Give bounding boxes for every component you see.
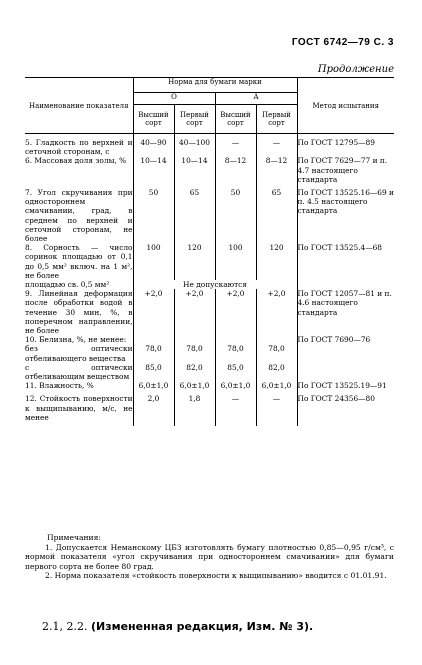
cell-value: 85,0 xyxy=(133,363,174,381)
cell-value: — xyxy=(215,138,256,156)
note-2: 2. Норма показателя «стойкость поверхности к выщипыванию» вводится с 01.01.91. xyxy=(45,571,387,581)
cell-value: — xyxy=(256,394,297,422)
cell-value: +2,0 xyxy=(215,289,256,335)
amendment-line xyxy=(42,620,313,633)
row-name: площадью св. 0,5 мм² xyxy=(25,280,133,289)
table-row xyxy=(25,335,394,344)
table-row xyxy=(25,344,394,362)
row-name: 12. Стойкость поверхности к выщипыванию, м/с, не менее xyxy=(25,394,133,422)
cell-value: 8—12 xyxy=(215,156,256,184)
row-name: с оптически отбеливающим веществом xyxy=(25,362,133,382)
cell-value: 100 xyxy=(133,243,174,280)
row-name: без оптически отбеливающего вещества xyxy=(25,344,133,363)
row-name: 5. Гладкость по верхней и сеточной сторонам, с xyxy=(25,138,133,157)
cell-value: — xyxy=(256,138,297,156)
table-row xyxy=(25,188,394,243)
row-name: 6. Массовая доля золы, % xyxy=(25,156,133,184)
cell-value: +2,0 xyxy=(133,289,174,335)
table-row xyxy=(25,243,394,280)
cell-value: 50 xyxy=(133,188,174,243)
row-method: По ГОСТ 13525.19—91 xyxy=(297,381,387,391)
cell-value: 100 xyxy=(215,243,256,280)
cell-value: 10—14 xyxy=(133,156,174,184)
notes-title: Примечания: xyxy=(47,533,101,542)
col-name-header: Наименование показателя xyxy=(25,78,133,134)
table-row xyxy=(25,138,394,156)
cell-value xyxy=(133,335,174,344)
row-name: 11. Влажность, % xyxy=(25,381,133,390)
amendment-ref: 2.1, 2.2. xyxy=(42,620,88,633)
norms-table xyxy=(25,78,394,426)
col-norma-header: Норма для бумаги марки xyxy=(133,78,297,93)
cell-value: 65 xyxy=(174,188,215,243)
row-method xyxy=(297,363,394,381)
cell-value: 10—14 xyxy=(174,156,215,184)
cell-value: 82,0 xyxy=(256,363,297,381)
continuation-label: Продолжение xyxy=(317,64,394,75)
cell-value: +2,0 xyxy=(174,289,215,335)
cell-value: 120 xyxy=(256,243,297,280)
row-name: 8. Сорность — число соринок площадью от 0,1 до 0,5 мм² включ. на 1 м², не более xyxy=(25,243,133,280)
table-row xyxy=(25,394,394,422)
cell-value: 6,0±1,0 xyxy=(174,381,215,390)
grade-first-header: Первый сорт xyxy=(174,105,215,134)
table-row xyxy=(25,280,394,289)
grade-high-header: Высший сорт xyxy=(215,105,256,134)
cell-value: 8—12 xyxy=(256,156,297,184)
cell-value: 50 xyxy=(215,188,256,243)
cell-value xyxy=(174,335,215,344)
cell-value: 85,0 xyxy=(215,363,256,381)
cell-value: +2,0 xyxy=(256,289,297,335)
cell-value: 65 xyxy=(256,188,297,243)
notes-block xyxy=(25,533,394,581)
mark-o-header: О xyxy=(133,93,215,105)
cell-value: 120 xyxy=(174,243,215,280)
cell-value: 40—90 xyxy=(133,138,174,156)
cell-value: 2,0 xyxy=(133,394,174,422)
row-name: 10. Белизна, %, не менее: xyxy=(25,335,133,344)
row-method xyxy=(297,280,394,289)
table-row xyxy=(25,156,394,184)
cell-value: 78,0 xyxy=(174,344,215,362)
row-method: По ГОСТ 7629—77 и п. 4.7 настоящего стандарта xyxy=(297,156,388,184)
mark-a-header: А xyxy=(215,93,297,105)
row-method xyxy=(297,344,394,362)
row-method: По ГОСТ 12057—81 и п. 4.6 настоящего стандарта xyxy=(297,289,392,317)
cell-value: 78,0 xyxy=(256,344,297,362)
row-method: По ГОСТ 13525.16—69 и п. 4.5 настоящего стандарта xyxy=(297,188,394,216)
note-1: 1. Допускается Неманскому ЦБЗ изготовлять бумагу плотностью 0,85—0,95 г/см³, с нормой показателя «угол скручивания при одностороннем смачивании» для бумаги первого сорта не более 80 град. xyxy=(25,542,394,571)
cell-value: 6,0±1,0 xyxy=(215,381,256,390)
row-method: По ГОСТ 24356—80 xyxy=(297,394,375,404)
amendment-text: (Измененная редакция, Изм. № 3). xyxy=(90,620,314,633)
col-method-header: Метод испытания xyxy=(297,78,394,134)
cell-value: 1,8 xyxy=(174,394,215,422)
cell-value xyxy=(215,335,256,344)
row-method: По ГОСТ 12795—89 xyxy=(297,138,375,147)
cell-value: — xyxy=(215,394,256,422)
cell-value: 78,0 xyxy=(133,344,174,362)
row-name: 7. Угол скручивания при одностороннем смачивании, град, в среднем по верхней и сеточной сторонам, не более xyxy=(25,188,133,244)
grade-first-header: Первый сорт xyxy=(256,105,297,134)
cell-value xyxy=(256,335,297,344)
cell-value: 6,0±1,0 xyxy=(256,381,297,390)
table-row xyxy=(25,289,394,335)
grade-high-header: Высший сорт xyxy=(133,105,174,134)
cell-value: 6,0±1,0 xyxy=(133,381,174,390)
page-header: ГОСТ 6742—79 С. 3 xyxy=(291,37,394,48)
cell-value: 40—100 xyxy=(174,138,215,156)
table-row xyxy=(25,363,394,381)
merged-value: Не допускаются xyxy=(133,280,297,289)
row-method: По ГОСТ 7690—76 xyxy=(297,335,371,345)
row-method: По ГОСТ 13525.4—68 xyxy=(297,243,382,253)
cell-value: 78,0 xyxy=(215,344,256,362)
row-name: 9. Линейная деформация после обработки водой в течение 30 мин, %, в поперечном направлении, не более xyxy=(25,289,133,336)
cell-value: 82,0 xyxy=(174,363,215,381)
table-row xyxy=(25,381,394,390)
